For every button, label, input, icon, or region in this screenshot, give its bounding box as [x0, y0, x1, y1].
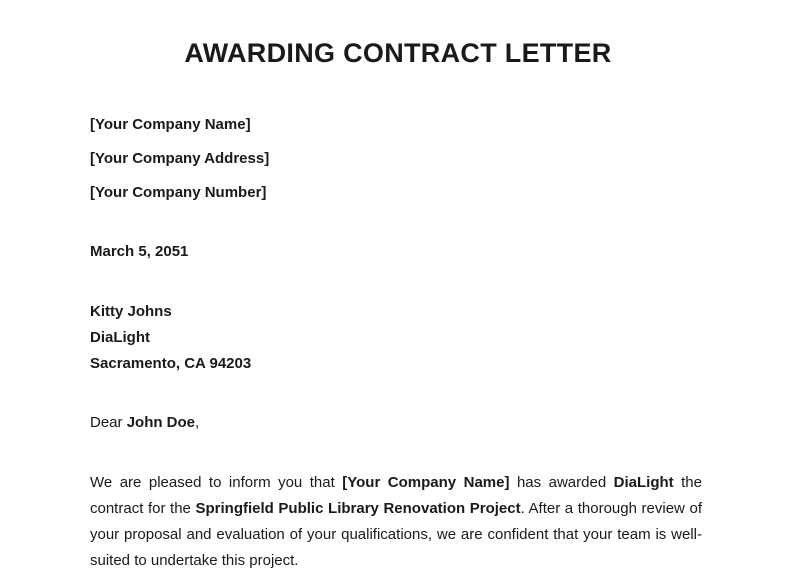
sender-company-number: [Your Company Number] — [90, 184, 267, 201]
document-title: AWARDING CONTRACT LETTER — [184, 38, 612, 68]
body-text: We are pleased to inform you that — [90, 474, 343, 491]
salutation-name: John Doe — [126, 414, 196, 431]
body-text: . After a thorough review of your proposal and evaluation of your qualifications, we are confident that your team is well-suited to undertake this project. — [90, 500, 702, 569]
sender-company-address: [Your Company Address] — [90, 150, 270, 167]
recipient-location: Sacramento, CA 94203 — [90, 355, 252, 372]
salutation-punctuation: , — [195, 414, 200, 431]
body-project-name: Springfield Public Library Renovation Project — [195, 500, 521, 517]
recipient-name: Kitty Johns — [90, 303, 172, 320]
sender-company-name: [Your Company Name] — [90, 116, 251, 133]
salutation-greeting: Dear — [90, 414, 127, 431]
body-text: has awarded — [509, 474, 614, 491]
body-paragraph — [90, 470, 702, 574]
recipient-company: DiaLight — [90, 329, 150, 346]
body-text: the contract for the — [90, 474, 702, 517]
body-company-name: [Your Company Name] — [342, 474, 510, 491]
letter-date: March 5, 2051 — [90, 243, 189, 260]
salutation — [90, 414, 199, 432]
body-recipient-company: DiaLight — [613, 474, 674, 491]
